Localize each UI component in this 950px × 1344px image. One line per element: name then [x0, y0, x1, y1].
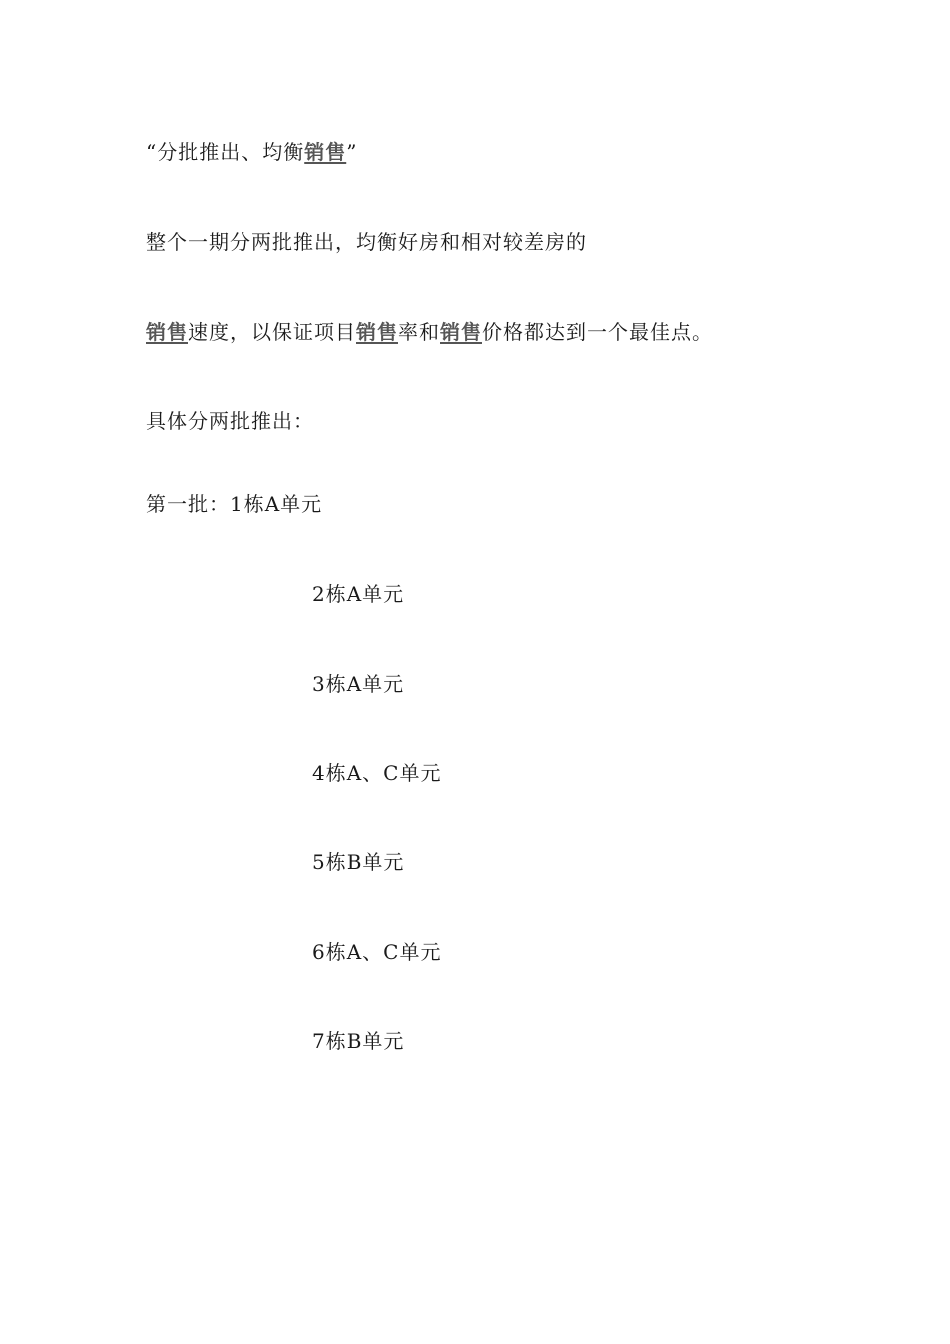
paragraph-text: 价格都达到一个最佳点。	[482, 320, 713, 344]
first-batch-row	[146, 490, 322, 518]
section-heading	[146, 138, 357, 166]
keyword-link-sales[interactable]: 销售	[356, 320, 398, 344]
paragraph-line-1: 整个一期分两批推出，均衡好房和相对较差房的	[146, 230, 587, 254]
batch-list-item: 1栋A单元	[230, 492, 323, 516]
batch-list-item: 4栋A、C单元	[312, 761, 442, 785]
batch-intro: 具体分两批推出：	[146, 409, 314, 433]
heading-close-quote: ”	[346, 140, 358, 164]
paragraph-text: 速度，以保证项目	[188, 320, 356, 344]
batch-list-item: 6栋A、C单元	[312, 940, 442, 964]
keyword-link-sales[interactable]: 销售	[146, 320, 188, 344]
keyword-link-sales[interactable]: 销售	[304, 140, 347, 164]
keyword-link-sales[interactable]: 销售	[440, 320, 482, 344]
first-batch-label: 第一批：	[146, 492, 230, 516]
paragraph-text: 率和	[398, 320, 440, 344]
batch-list-item: 3栋A单元	[312, 672, 405, 696]
paragraph-line-2	[146, 318, 713, 346]
heading-text: “分批推出、均衡	[146, 140, 305, 164]
batch-list-item: 5栋B单元	[312, 850, 405, 874]
batch-list-item: 2栋A单元	[312, 582, 405, 606]
batch-list-item: 7栋B单元	[312, 1029, 405, 1053]
